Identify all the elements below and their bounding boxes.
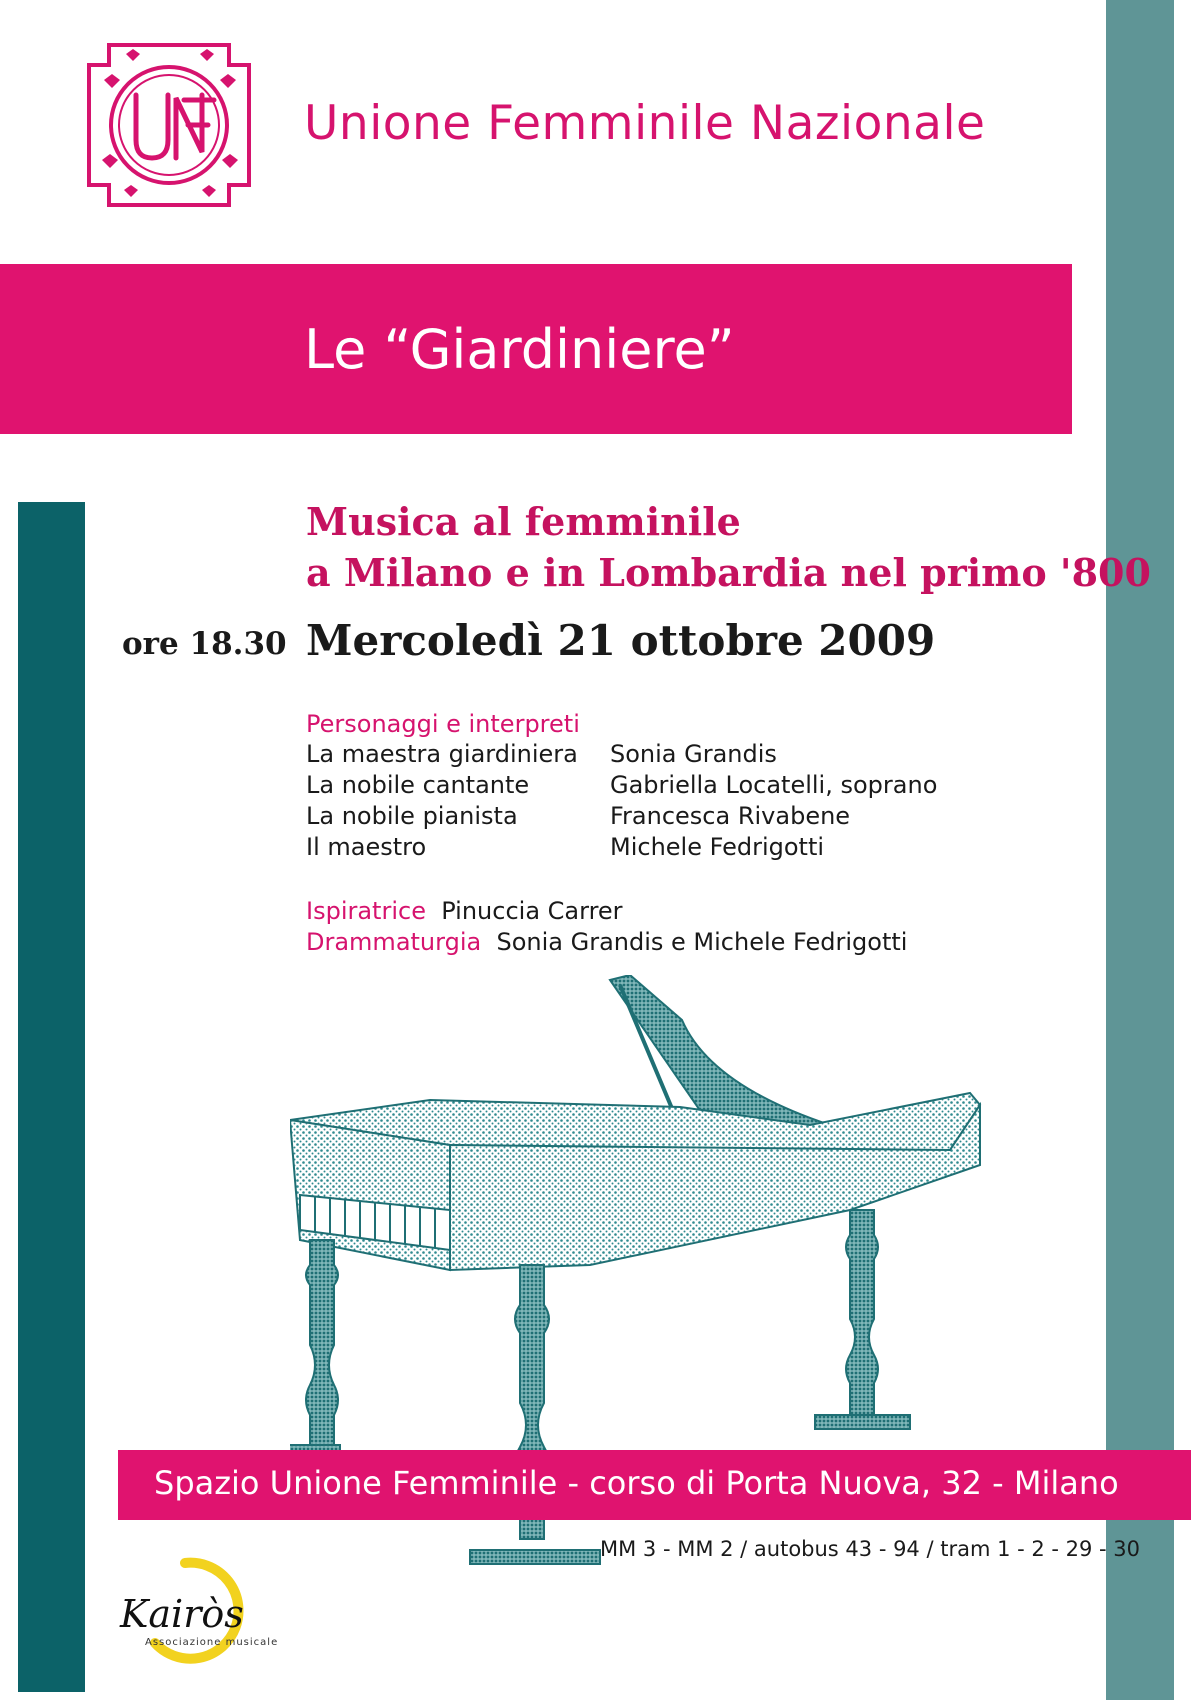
ufn-logo [84, 40, 254, 210]
cast-actor: Gabriella Locatelli, soprano [610, 771, 938, 799]
cast-role: Il maestro [306, 833, 427, 861]
credit-value: Pinuccia Carrer [441, 897, 623, 925]
event-time: ore 18.30 [122, 626, 287, 662]
credit-inspiration [306, 897, 623, 925]
kairos-name: Kairòs [120, 1592, 244, 1636]
credit-dramaturgy [306, 928, 907, 956]
credit-value: Sonia Grandis e Michele Fedrigotti [496, 928, 908, 956]
cast-role: La nobile pianista [306, 802, 518, 830]
transport-info: MM 3 - MM 2 / autobus 43 - 94 / tram 1 - 2 - 29 - 30 [600, 1537, 1141, 1561]
cast-actor: Sonia Grandis [610, 740, 777, 768]
organization-name: Unione Femminile Nazionale [304, 96, 986, 151]
cast-role: La nobile cantante [306, 771, 530, 799]
kairos-tagline: Associazione musicale [145, 1637, 279, 1648]
event-title: Le “Giardiniere” [304, 318, 735, 381]
cast-role: La maestra giardiniera [306, 740, 578, 768]
cast-actor: Michele Fedrigotti [610, 833, 825, 861]
cast-actor: Francesca Rivabene [610, 802, 851, 830]
cast-heading: Personaggi e interpreti [306, 710, 580, 738]
credit-label: Ispiratrice [306, 897, 426, 925]
left-decorative-bar [18, 502, 85, 1692]
credit-label: Drammaturgia [306, 928, 482, 956]
right-decorative-bar [1106, 0, 1174, 1700]
venue-address: Spazio Unione Femminile - corso di Porta Nuova, 32 - Milano [154, 1464, 1119, 1502]
event-subtitle-line1: Musica al femminile [306, 499, 741, 544]
event-date: Mercoledì 21 ottobre 2009 [306, 616, 936, 665]
event-subtitle-line2: a Milano e in Lombardia nel primo '800 [306, 550, 1151, 595]
